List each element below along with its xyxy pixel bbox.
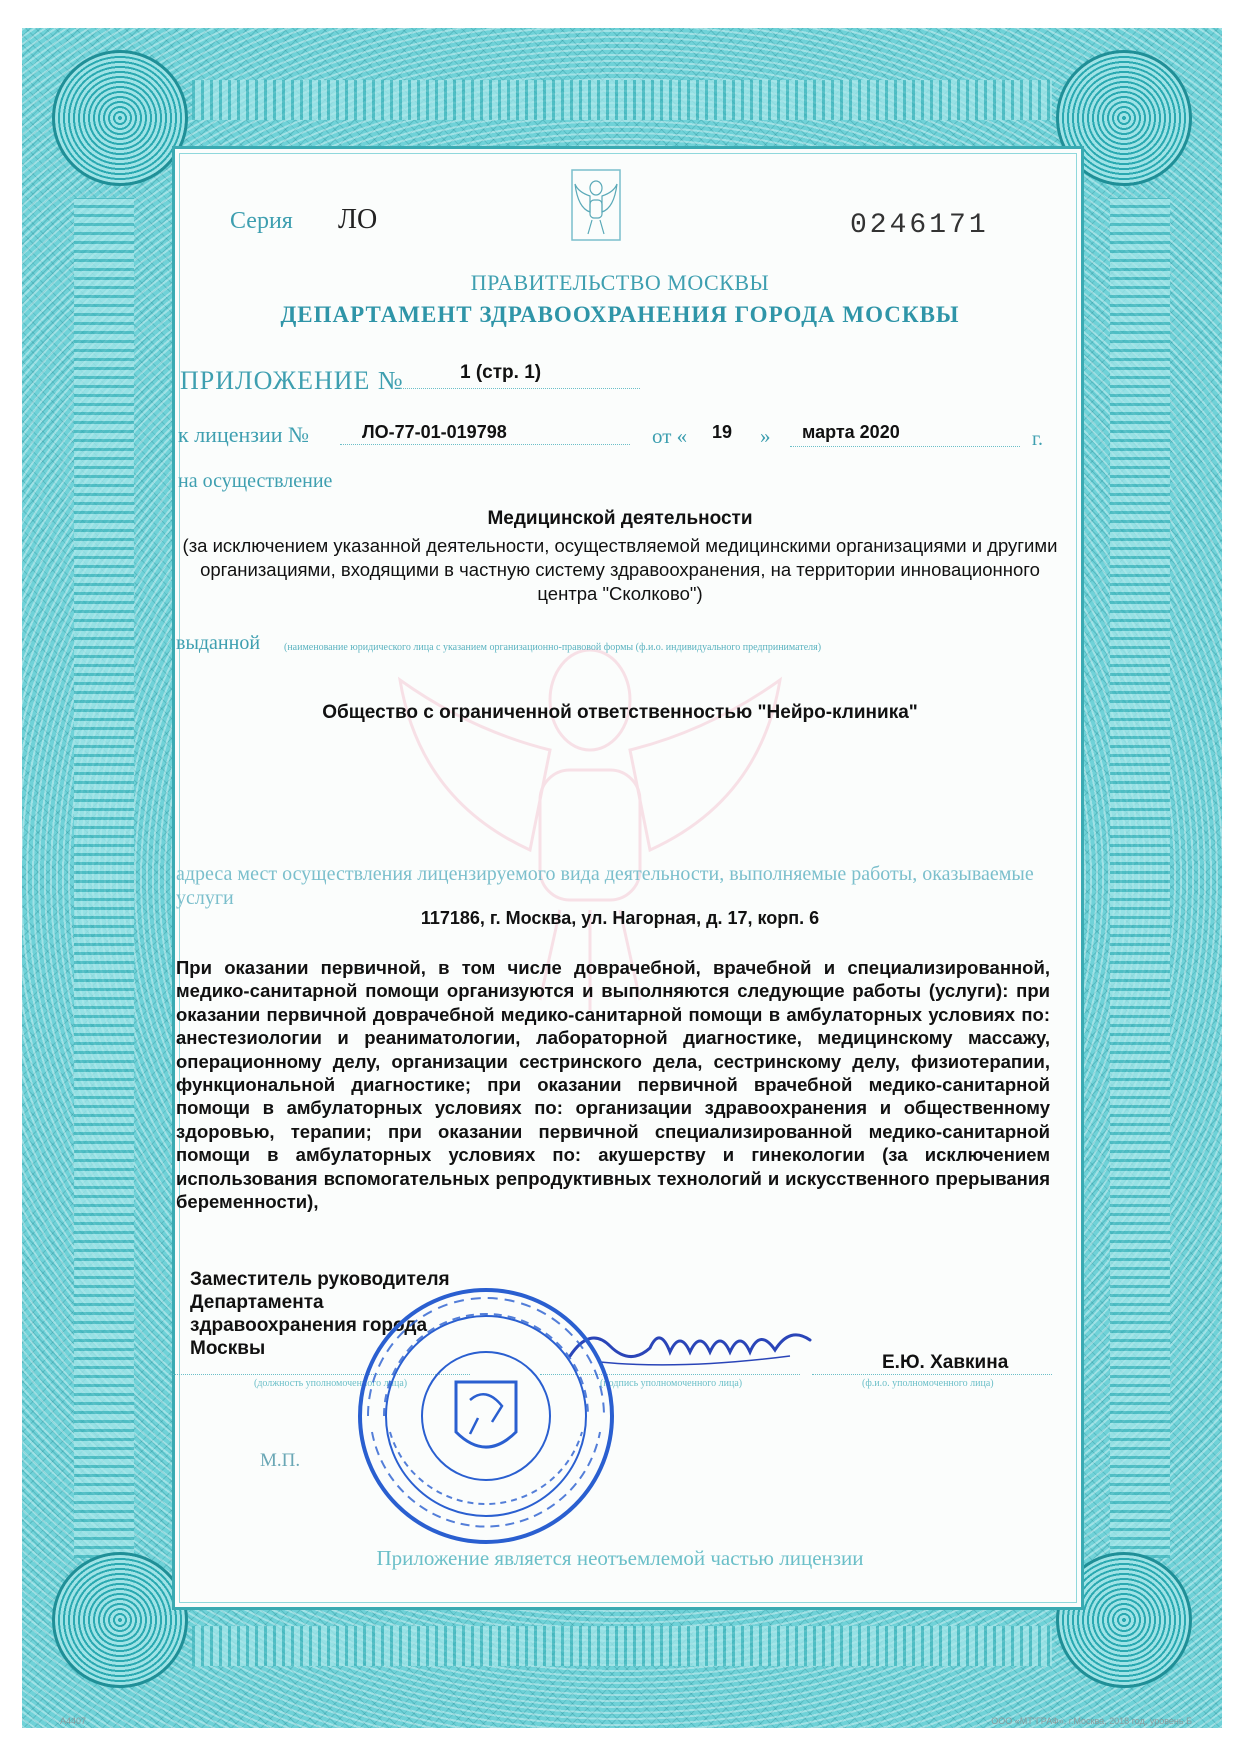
government-title: ПРАВИТЕЛЬСТВО МОСКВЫ (470, 270, 770, 295)
activity-title: Медицинской деятельности (487, 508, 753, 529)
issued-hint: (наименование юридического лица с указанием организационно-правовой формы (ф.и.о. индивидуального предпринимателя) (284, 642, 822, 653)
signer-position-line: Москвы (190, 1338, 266, 1359)
official-seal-icon (352, 1282, 620, 1550)
appendix-value: 1 (стр. 1) (460, 362, 542, 383)
license-number-rule (340, 444, 630, 445)
department-title: ДЕПАРТАМЕНТ ЗДРАВООХРАНЕНИЯ ГОРОДА МОСКВЫ (280, 302, 960, 327)
position-hint: (должность уполномоченного лица) (254, 1378, 408, 1389)
license-day: 19 (712, 422, 733, 442)
name-rule (812, 1374, 1052, 1375)
border-ornament-top (192, 80, 1052, 120)
activity-note: (за исключением указанной деятельности, осуществляемой медицинскими организациями и другими организациями, входящими в частную систему здравоохранения, на территории инновационного центра "Сколково") (182, 535, 1058, 604)
license-month-year: марта 2020 (802, 422, 900, 442)
year-suffix: г. (1032, 428, 1043, 450)
organization-name: Общество с ограниченной ответственностью "Нейро-клиника" (322, 702, 918, 723)
signer-position-line: Департамента (190, 1292, 324, 1313)
corner-rosette-icon (52, 50, 188, 186)
series-label: Серия (230, 208, 293, 234)
appendix-rule (400, 388, 640, 389)
stamp-place-label: М.П. (260, 1450, 301, 1471)
signer-position-line: Заместитель руководителя (190, 1269, 450, 1290)
coat-of-arms-icon (570, 168, 622, 254)
license-number: ЛО-77-01-019798 (362, 422, 507, 442)
series-value: ЛО (338, 204, 378, 235)
imprint-code: А4407 (60, 1716, 87, 1726)
border-ornament-bottom (192, 1626, 1052, 1666)
name-hint: (ф.и.о. уполномоченного лица) (862, 1378, 994, 1389)
purpose-label: на осуществление (178, 470, 333, 492)
signature-hint: (подпись уполномоченного лица) (600, 1378, 743, 1389)
issued-label: выданной (176, 632, 261, 654)
date-from-label: от « (652, 424, 688, 448)
appendix-label: ПРИЛОЖЕНИЕ № (180, 366, 404, 395)
footer-note: Приложение является неотъемлемой частью лицензии (376, 1546, 864, 1570)
address-value: 117186, г. Москва, ул. Нагорная, д. 17, корп. 6 (420, 908, 820, 928)
signer-position-line: здравоохранения города (190, 1315, 428, 1336)
services-text: При оказании первичной, в том числе доврачебной, врачебной и специализированной, медико-санитарной помощи организуются и выполняются следующие работы (услуги): при оказании первичной доврачебной медико-санитарной помощи в амбулаторных условиях по: анестезиологии и реаниматологии, лабораторной диагностике, медицинскому массажу, операционному делу, организации сестринского дела, сестринскому делу, физиотерапии, функциональной диагностике; при оказании первичной врачебной медико-санитарной помощи в амбулаторных условиях по: организации здравоохранения и общественному здоровью, терапии; при оказании первичной специализированной медико-санитарной помощи в амбулаторных условиях по: акушерству и гинекологии (за исключением использования вспомогательных репродуктивных технологий и искусственного прерывания беременности), (176, 957, 1050, 1213)
printer-imprint: ООО «МТ"ГРАФ», г.Москва, 2018 год, уровень Б (991, 1716, 1192, 1726)
corner-rosette-icon (52, 1552, 188, 1688)
address-label: адреса мест осуществления лицензируемого вида деятельности, выполняемые работы, оказываемые услуги (176, 863, 1034, 909)
license-month-rule (790, 446, 1020, 447)
border-ornament-right (1110, 198, 1170, 1558)
border-ornament-left (74, 198, 134, 1558)
signer-name: Е.Ю. Хавкина (882, 1352, 1009, 1373)
form-number: 0246171 (850, 210, 989, 241)
license-number-label: к лицензии № (178, 422, 309, 447)
date-close-quote: » (760, 424, 771, 448)
